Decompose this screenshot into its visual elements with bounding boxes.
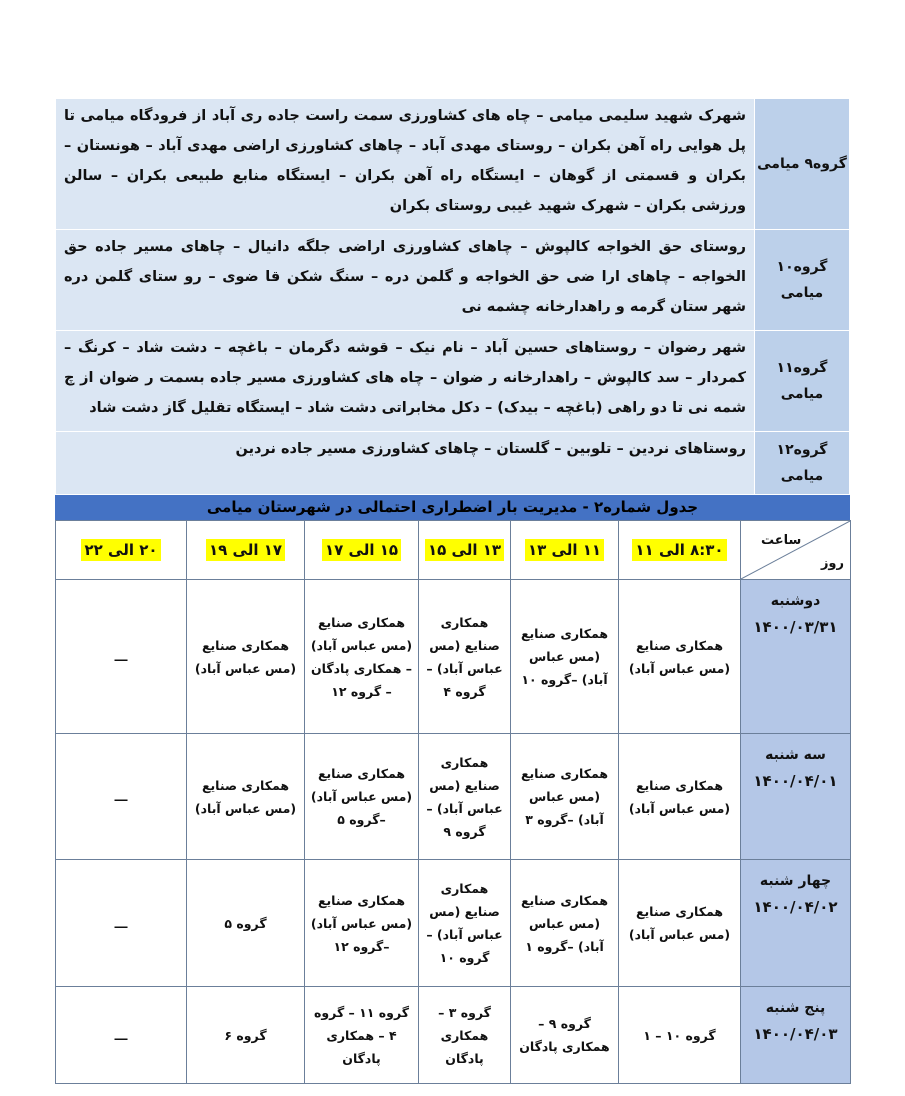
groups-table [55, 98, 850, 495]
time-slot-label: ۲۰ الی ۲۲ [81, 539, 160, 561]
group-areas: روستاهای نردین – تلوبین – گلستان – چاهای کشاورزی مسیر جاده نردین [56, 432, 755, 495]
group-row [56, 432, 850, 495]
group-name: گروه۱۰ میامی [755, 230, 850, 331]
time-slot-header [56, 521, 187, 580]
schedule-row [56, 860, 851, 987]
schedule-row [56, 987, 851, 1084]
schedule-cell: همکاری صنایع (مس عباس آباد) – گروه ۴ [419, 580, 511, 734]
day-date: ۱۴۰۰/۰۳/۳۱ [753, 618, 838, 636]
time-slot-label: ۱۷ الی ۱۹ [206, 539, 285, 561]
schedule-cell: همکاری صنایع (مس عباس آباد) –گروه ۱۲ [305, 860, 419, 987]
group-areas: شهر رضوان – روستاهای حسین آباد – نام نیک – قوشه دگرمان – باغچه – دشت شاد – کرنگ – کمردار – سد کالپوش – راهدارخانه ر ضوان – چاه های کشاورزی مسیر جاده بسمت ر ضوان از چ شمه نی تا دو راهی (باغچه – بیدک) – دکل مخابراتی دشت شاد – ایستگاه تقلیل گاز دشت شاد [56, 331, 755, 432]
schedule-cell: گروه ۵ [187, 860, 305, 987]
day-cell [741, 734, 851, 860]
schedule-cell: همکاری صنایع (مس عباس آباد) –گروه ۳ [511, 734, 619, 860]
day-cell [741, 987, 851, 1084]
group-row [56, 331, 850, 432]
day-name: دوشنبه [770, 593, 821, 609]
corner-cell [741, 521, 851, 580]
group-name: گروه۹ میامی [755, 99, 850, 230]
schedule-cell: همکاری صنایع (مس عباس آباد) –گروه ۱۰ [419, 860, 511, 987]
day-cell [741, 580, 851, 734]
schedule-title: جدول شماره۲ - مدیریت بار اضطراری احتمالی در شهرستان میامی [55, 495, 850, 520]
schedule-cell: گروه ۱۰ – ۱ [619, 987, 741, 1084]
schedule-cell: همکاری صنایع (مس عباس آباد) –گروه ۵ [305, 734, 419, 860]
time-slot-label: ۱۳ الی ۱۵ [425, 539, 504, 561]
group-areas: روستای حق الخواجه کالپوش – چاهای کشاورزی اراضی جلگه دانیال – چاهای مسیر جاده حق الخواجه – چاهای ارا ضی حق الخواجه و گلمن دره – سنگ شکن قا ضوی – رو ستای گلمن دره شهر ستان گرمه و راهدارخانه چشمه نی [56, 230, 755, 331]
schedule-cell: گروه ۹ – همکاری پادگان [511, 987, 619, 1084]
day-header: روز [820, 556, 844, 571]
group-areas: شهرک شهید سلیمی میامی – چاه های کشاورزی سمت راست جاده ری آباد از فرودگاه میامی تا پل هوایی راه آهن بکران – روستای مهدی آباد – چاهای کشاورزی اراضی مهدی آباد – هونستان – بکران و قسمتی از گوهان – ایستگاه راه آهن بکران – ایستگاه منابع طبیعی بکران – سالن ورزشی بکران – شهرک شهید غیبی روستای بکران [56, 99, 755, 230]
day-date: ۱۴۰۰/۰۴/۰۲ [753, 898, 838, 916]
time-slot-label: ۱۵ الی ۱۷ [322, 539, 401, 561]
day-cell [741, 860, 851, 987]
time-slot-header [187, 521, 305, 580]
schedule-header-row [56, 521, 851, 580]
time-header: ساعت [761, 533, 802, 548]
group-name: گروه۱۱ میامی [755, 331, 850, 432]
schedule-cell: گروه ۶ [187, 987, 305, 1084]
schedule-cell: گروه ۳ – همکاری پادگان [419, 987, 511, 1084]
schedule-cell: همکاری صنایع (مس عباس آباد) [619, 860, 741, 987]
schedule-cell: همکاری صنایع (مس عباس آباد) [187, 580, 305, 734]
group-row [56, 99, 850, 230]
schedule-cell: ـــ [56, 580, 187, 734]
group-name: گروه۱۲ میامی [755, 432, 850, 495]
time-slot-label: ۱۱ الی ۱۳ [525, 539, 604, 561]
schedule-cell: همکاری صنایع (مس عباس آباد) – همکاری پادگان – گروه ۱۲ [305, 580, 419, 734]
schedule-row [56, 734, 851, 860]
time-slot-header [619, 521, 741, 580]
time-slot-label: ۸:۳۰ الی ۱۱ [632, 539, 726, 561]
schedule-cell: ـــ [56, 860, 187, 987]
document-sheet [55, 98, 850, 1084]
schedule-cell: ـــ [56, 734, 187, 860]
day-name: سه شنبه [765, 747, 826, 763]
day-date: ۱۴۰۰/۰۴/۰۳ [753, 1025, 838, 1043]
schedule-cell: همکاری صنایع (مس عباس آباد) [619, 734, 741, 860]
time-slot-header [305, 521, 419, 580]
day-date: ۱۴۰۰/۰۴/۰۱ [753, 772, 838, 790]
time-slot-header [511, 521, 619, 580]
schedule-cell: ـــ [56, 987, 187, 1084]
schedule-cell: گروه ۱۱ – گروه ۴ – همکاری پادگان [305, 987, 419, 1084]
time-slot-header [419, 521, 511, 580]
day-name: پنج شنبه [765, 1000, 826, 1016]
schedule-cell: همکاری صنایع (مس عباس آباد) –گروه ۱۰ [511, 580, 619, 734]
schedule-cell: همکاری صنایع (مس عباس آباد) [619, 580, 741, 734]
group-row [56, 230, 850, 331]
schedule-table [55, 520, 851, 1084]
day-name: چهار شنبه [759, 873, 832, 889]
schedule-cell: همکاری صنایع (مس عباس آباد) –گروه ۱ [511, 860, 619, 987]
schedule-cell: همکاری صنایع (مس عباس آباد) –گروه ۹ [419, 734, 511, 860]
schedule-row [56, 580, 851, 734]
schedule-cell: همکاری صنایع (مس عباس آباد) [187, 734, 305, 860]
